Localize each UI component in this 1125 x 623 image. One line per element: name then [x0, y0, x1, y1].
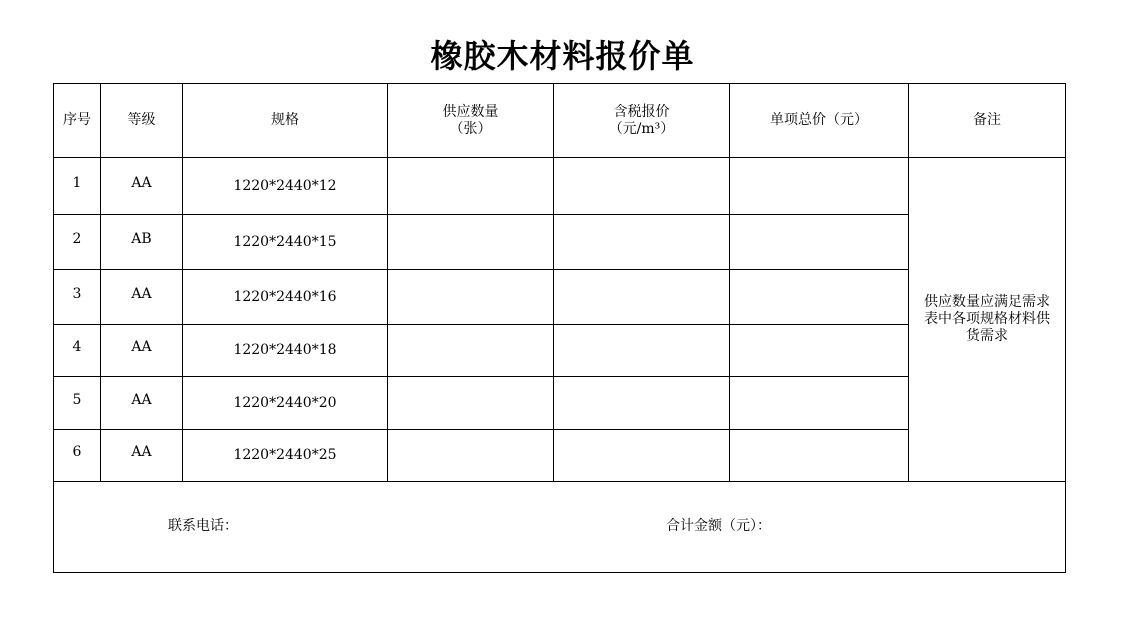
- row-qty-cell[interactable]: [388, 325, 554, 377]
- table-footer-row: [54, 482, 1066, 573]
- row-spec: 1220*2440*15: [183, 215, 388, 270]
- row-grade: AB: [101, 215, 183, 270]
- row-index: 4: [54, 325, 101, 377]
- row-spec: 1220*2440*16: [183, 270, 388, 325]
- row-grade: AA: [101, 377, 183, 430]
- table-header-row: [54, 84, 1066, 158]
- header-price-line2: （元/m³）: [608, 120, 675, 137]
- row-total-cell[interactable]: [730, 158, 909, 215]
- header-index: 序号: [54, 84, 101, 158]
- row-index: 5: [54, 377, 101, 430]
- footer-cell: [54, 482, 1066, 573]
- remark-cell: [909, 158, 1066, 482]
- row-qty-cell[interactable]: [388, 377, 554, 430]
- remark-line3: 货需求: [966, 328, 1008, 344]
- table-row: [54, 158, 1066, 215]
- total-amount-label: 合计金额（元）：: [666, 518, 771, 534]
- header-spec: 规格: [183, 84, 388, 158]
- row-price-cell[interactable]: [554, 158, 730, 215]
- row-grade: AA: [101, 430, 183, 482]
- row-spec: 1220*2440*18: [183, 325, 388, 377]
- row-qty-cell[interactable]: [388, 430, 554, 482]
- row-spec: 1220*2440*12: [183, 158, 388, 215]
- row-price-cell[interactable]: [554, 430, 730, 482]
- quote-table: [53, 83, 1066, 573]
- row-spec: 1220*2440*25: [183, 430, 388, 482]
- row-index: 6: [54, 430, 101, 482]
- row-spec: 1220*2440*20: [183, 377, 388, 430]
- row-total-cell[interactable]: [730, 430, 909, 482]
- row-index: 1: [54, 158, 101, 215]
- row-price-cell[interactable]: [554, 377, 730, 430]
- header-qty-line1: 供应数量: [442, 103, 499, 120]
- contact-phone-label: 联系电话：: [168, 518, 238, 534]
- row-qty-cell[interactable]: [388, 215, 554, 270]
- row-grade: AA: [101, 325, 183, 377]
- row-price-cell[interactable]: [554, 325, 730, 377]
- header-total: 单项总价（元）: [730, 84, 909, 158]
- row-total-cell[interactable]: [730, 215, 909, 270]
- remark-line2: 表中各项规格材料供: [924, 311, 1050, 327]
- row-price-cell[interactable]: [554, 270, 730, 325]
- row-qty-cell[interactable]: [388, 270, 554, 325]
- header-qty: [388, 84, 554, 158]
- remark-line1: 供应数量应满足需求: [924, 294, 1050, 310]
- header-qty-line2: （张）: [449, 120, 492, 137]
- row-total-cell[interactable]: [730, 270, 909, 325]
- page-title: 橡胶木材料报价单: [430, 37, 695, 75]
- header-price-line1: 含税报价: [613, 103, 670, 120]
- row-qty-cell[interactable]: [388, 158, 554, 215]
- row-grade: AA: [101, 158, 183, 215]
- header-price: [554, 84, 730, 158]
- header-note: 备注: [909, 84, 1066, 158]
- row-total-cell[interactable]: [730, 377, 909, 430]
- row-price-cell[interactable]: [554, 215, 730, 270]
- row-index: 3: [54, 270, 101, 325]
- header-grade: 等级: [101, 84, 183, 158]
- row-grade: AA: [101, 270, 183, 325]
- row-total-cell[interactable]: [730, 325, 909, 377]
- row-index: 2: [54, 215, 101, 270]
